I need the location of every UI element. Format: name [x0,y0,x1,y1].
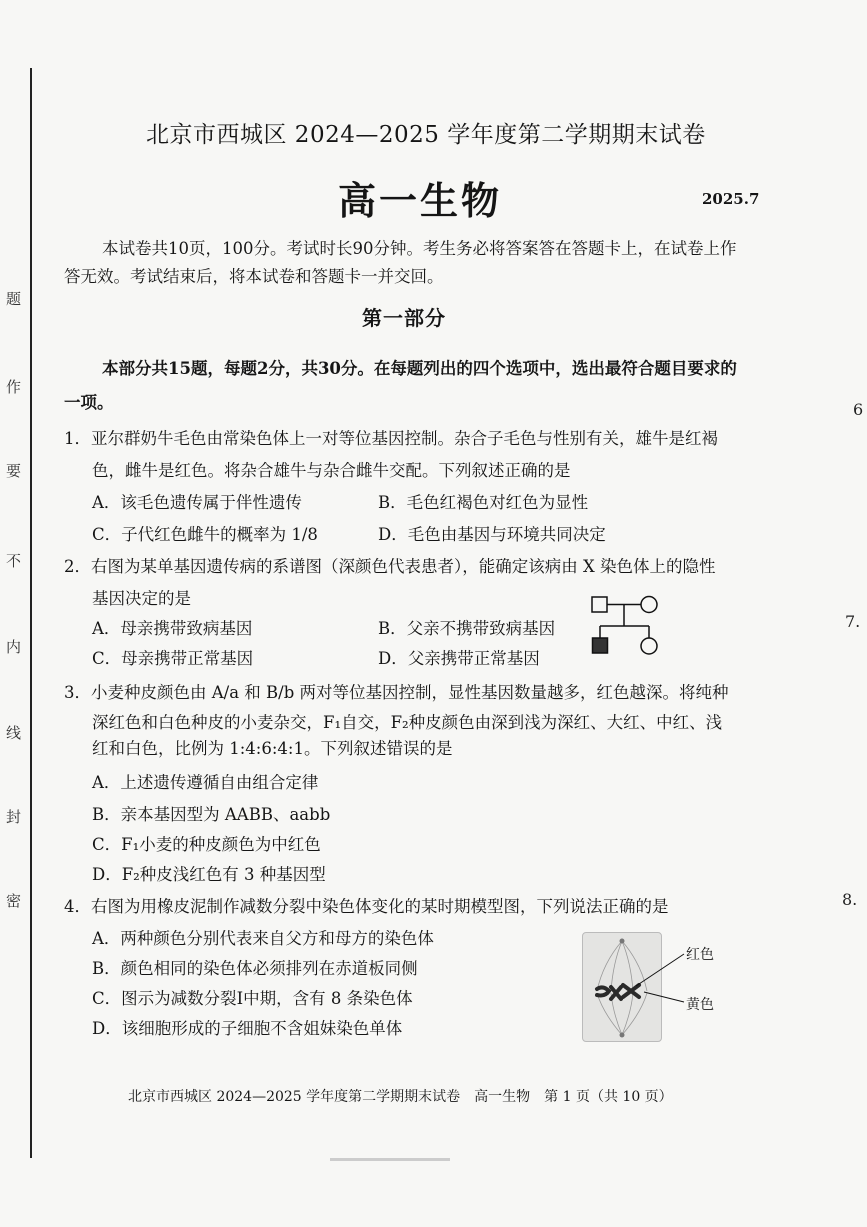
label-yellow: 黄色 [686,997,714,1013]
section-title: 第一部分 [362,306,446,330]
question-1-stem: 1．亚尔群奶牛毛色由常染色体上一对等位基因控制。杂合子毛色与性别有关，雄牛是红褐 [64,429,718,448]
section-intro-line: 一项。 [64,393,114,412]
next-page-fragment: 7. [845,612,861,631]
margin-char: 线 [6,724,22,742]
margin-char: 内 [6,638,22,656]
page-footer: 北京市西城区 2024—2025 学年度第二学期期末试卷 高一生物 第 1 页（共 10 页） [128,1089,673,1105]
question-3-stem: 深红色和白色种皮的小麦杂交，F₁自交，F₂种皮颜色由深到浅为深红、大红、中红、浅 [92,713,723,732]
question-3-option-d: D．F₂种皮浅红色有 3 种基因型 [92,865,326,884]
margin-char: 密 [6,892,22,910]
question-3-option-b: B．亲本基因型为 AABB、aabb [92,805,331,824]
question-1-option-c: C．子代红色雌牛的概率为 1/8 [92,525,318,544]
mother-circle [641,597,657,613]
margin-char: 题 [6,290,22,308]
question-4-stem: 4．右图为用橡皮泥制作减数分裂中染色体变化的某时期模型图，下列说法正确的是 [64,897,669,916]
margin-char: 要 [6,462,22,480]
label-red: 红色 [686,947,714,963]
instructions-line: 答无效。考试结束后，将本试卷和答题卡一并交回。 [64,267,444,286]
question-3-stem: 红和白色，比例为 1:4:6:4:1。下列叙述错误的是 [92,739,453,758]
question-4-option-b: B．颜色相同的染色体必须排列在赤道板同侧 [92,959,418,978]
question-1-option-a: A．该毛色遗传属于伴性遗传 [92,493,302,512]
question-2-option-c: C．母亲携带正常基因 [92,649,254,668]
subject-title: 高一生物 [338,178,503,223]
margin-char: 封 [6,808,22,826]
question-3-stem: 3．小麦种皮颜色由 A/a 和 B/b 两对等位基因控制，显性基因数量越多，红色越深。将纯种 [64,683,729,702]
next-page-fragment: 8. [842,890,858,909]
question-1-option-b: B．毛色红褐色对红色为显性 [378,493,589,512]
question-2-stem: 2．右图为某单基因遗传病的系谱图（深颜色代表患者），能确定该病由 X 染色体上的隐性 [64,557,716,576]
question-4-option-d: D．该细胞形成的子细胞不含姐妹染色单体 [92,1019,403,1038]
instructions-line: 本试卷共10页，100分。考试时长90分钟。考生务必将答案答在答题卡上，在试卷上作 [102,239,737,258]
margin-char: 不 [6,552,22,570]
exam-date: 2025.7 [702,190,760,208]
scan-smudge [330,1158,450,1161]
affected-son-square [593,638,608,653]
margin-char: 作 [6,378,22,396]
question-4-option-a: A．两种颜色分别代表来自父方和母方的染色体 [92,929,434,948]
question-2-option-b: B．父亲不携带致病基因 [378,619,556,638]
daughter-circle [641,638,657,654]
question-2-stem: 基因决定的是 [92,589,191,608]
father-square [592,597,607,612]
question-1-stem: 色，雌牛是红色。将杂合雄牛与杂合雌牛交配。下列叙述正确的是 [92,461,571,480]
pedigree-chart [588,592,668,662]
question-3-option-a: A．上述遗传遵循自由组合定律 [92,773,319,792]
question-4-option-c: C．图示为减数分裂Ⅰ中期，含有 8 条染色体 [92,989,413,1008]
binding-line [30,68,32,1158]
question-2-option-d: D．父亲携带正常基因 [378,649,540,668]
question-1-option-d: D．毛色由基因与环境共同决定 [378,525,606,544]
question-2-option-a: A．母亲携带致病基因 [92,619,253,638]
question-3-option-c: C．F₁小麦的种皮颜色为中红色 [92,835,321,854]
meiosis-model-figure [578,928,728,1046]
exam-title: 北京市西城区 2024—2025 学年度第二学期期末试卷 [146,122,706,148]
next-page-fragment: 6 [853,400,864,419]
section-intro-line: 本部分共15题，每题2分，共30分。在每题列出的四个选项中，选出最符合题目要求的 [102,359,737,378]
